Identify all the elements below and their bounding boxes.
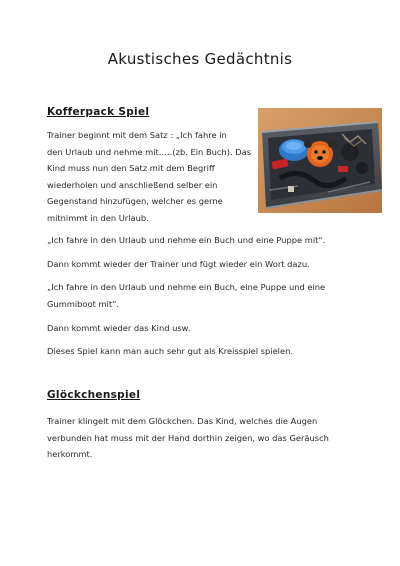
text-line: Gummiboot mit“. bbox=[47, 298, 120, 309]
page-title: Akustisches Gedächtnis bbox=[107, 50, 293, 68]
text-line: wiederholen und anschließend selber ein bbox=[47, 179, 218, 190]
quote-paragraph-2 bbox=[47, 279, 377, 312]
section-paragraph-intro bbox=[47, 127, 257, 226]
text-line: Gegenstand hinzufügen, welcher es gerne bbox=[47, 196, 223, 206]
section-heading-kofferpack: Kofferpack Spiel bbox=[47, 106, 150, 118]
text-line: Trainer beginnt mit dem Satz : „Ich fahre in bbox=[47, 130, 227, 140]
text-line: mitnimmt in den Urlaub. bbox=[47, 212, 149, 223]
text-line-trainer-adds: Dann kommt wieder der Trainer und fügt wieder ein Wort dazu. bbox=[47, 259, 310, 269]
section-heading-gloeckchen: Glöckchenspiel bbox=[47, 389, 141, 401]
text-line: verbunden hat muss mit der Hand dorthin zeigen, wo das Geräusch bbox=[47, 432, 329, 443]
section-paragraph-gloeckchen bbox=[47, 413, 377, 463]
text-line: Trainer klingelt mit dem Glöckchen. Das Kind, welches die Augen bbox=[47, 416, 318, 426]
text-line: „Ich fahre in den Urlaub und nehme ein Buch, eine Puppe und eine bbox=[47, 282, 326, 292]
text-line: herkommt. bbox=[47, 449, 93, 459]
text-line-circle-game: Dieses Spiel kann man auch sehr gut als Kreisspiel spielen. bbox=[47, 346, 293, 356]
text-line: den Urlaub und nehme mit…..(zb. Ein Buch). Das bbox=[47, 146, 252, 157]
text-line-child-again: Dann kommt wieder das Kind usw. bbox=[47, 323, 191, 333]
suitcase-photo bbox=[258, 108, 382, 213]
quote-line-1: „Ich fahre in den Urlaub und nehme ein Buch und eine Puppe mit“. bbox=[47, 235, 326, 245]
text-line: Kind muss nun den Satz mit dem Begriff bbox=[47, 163, 215, 173]
